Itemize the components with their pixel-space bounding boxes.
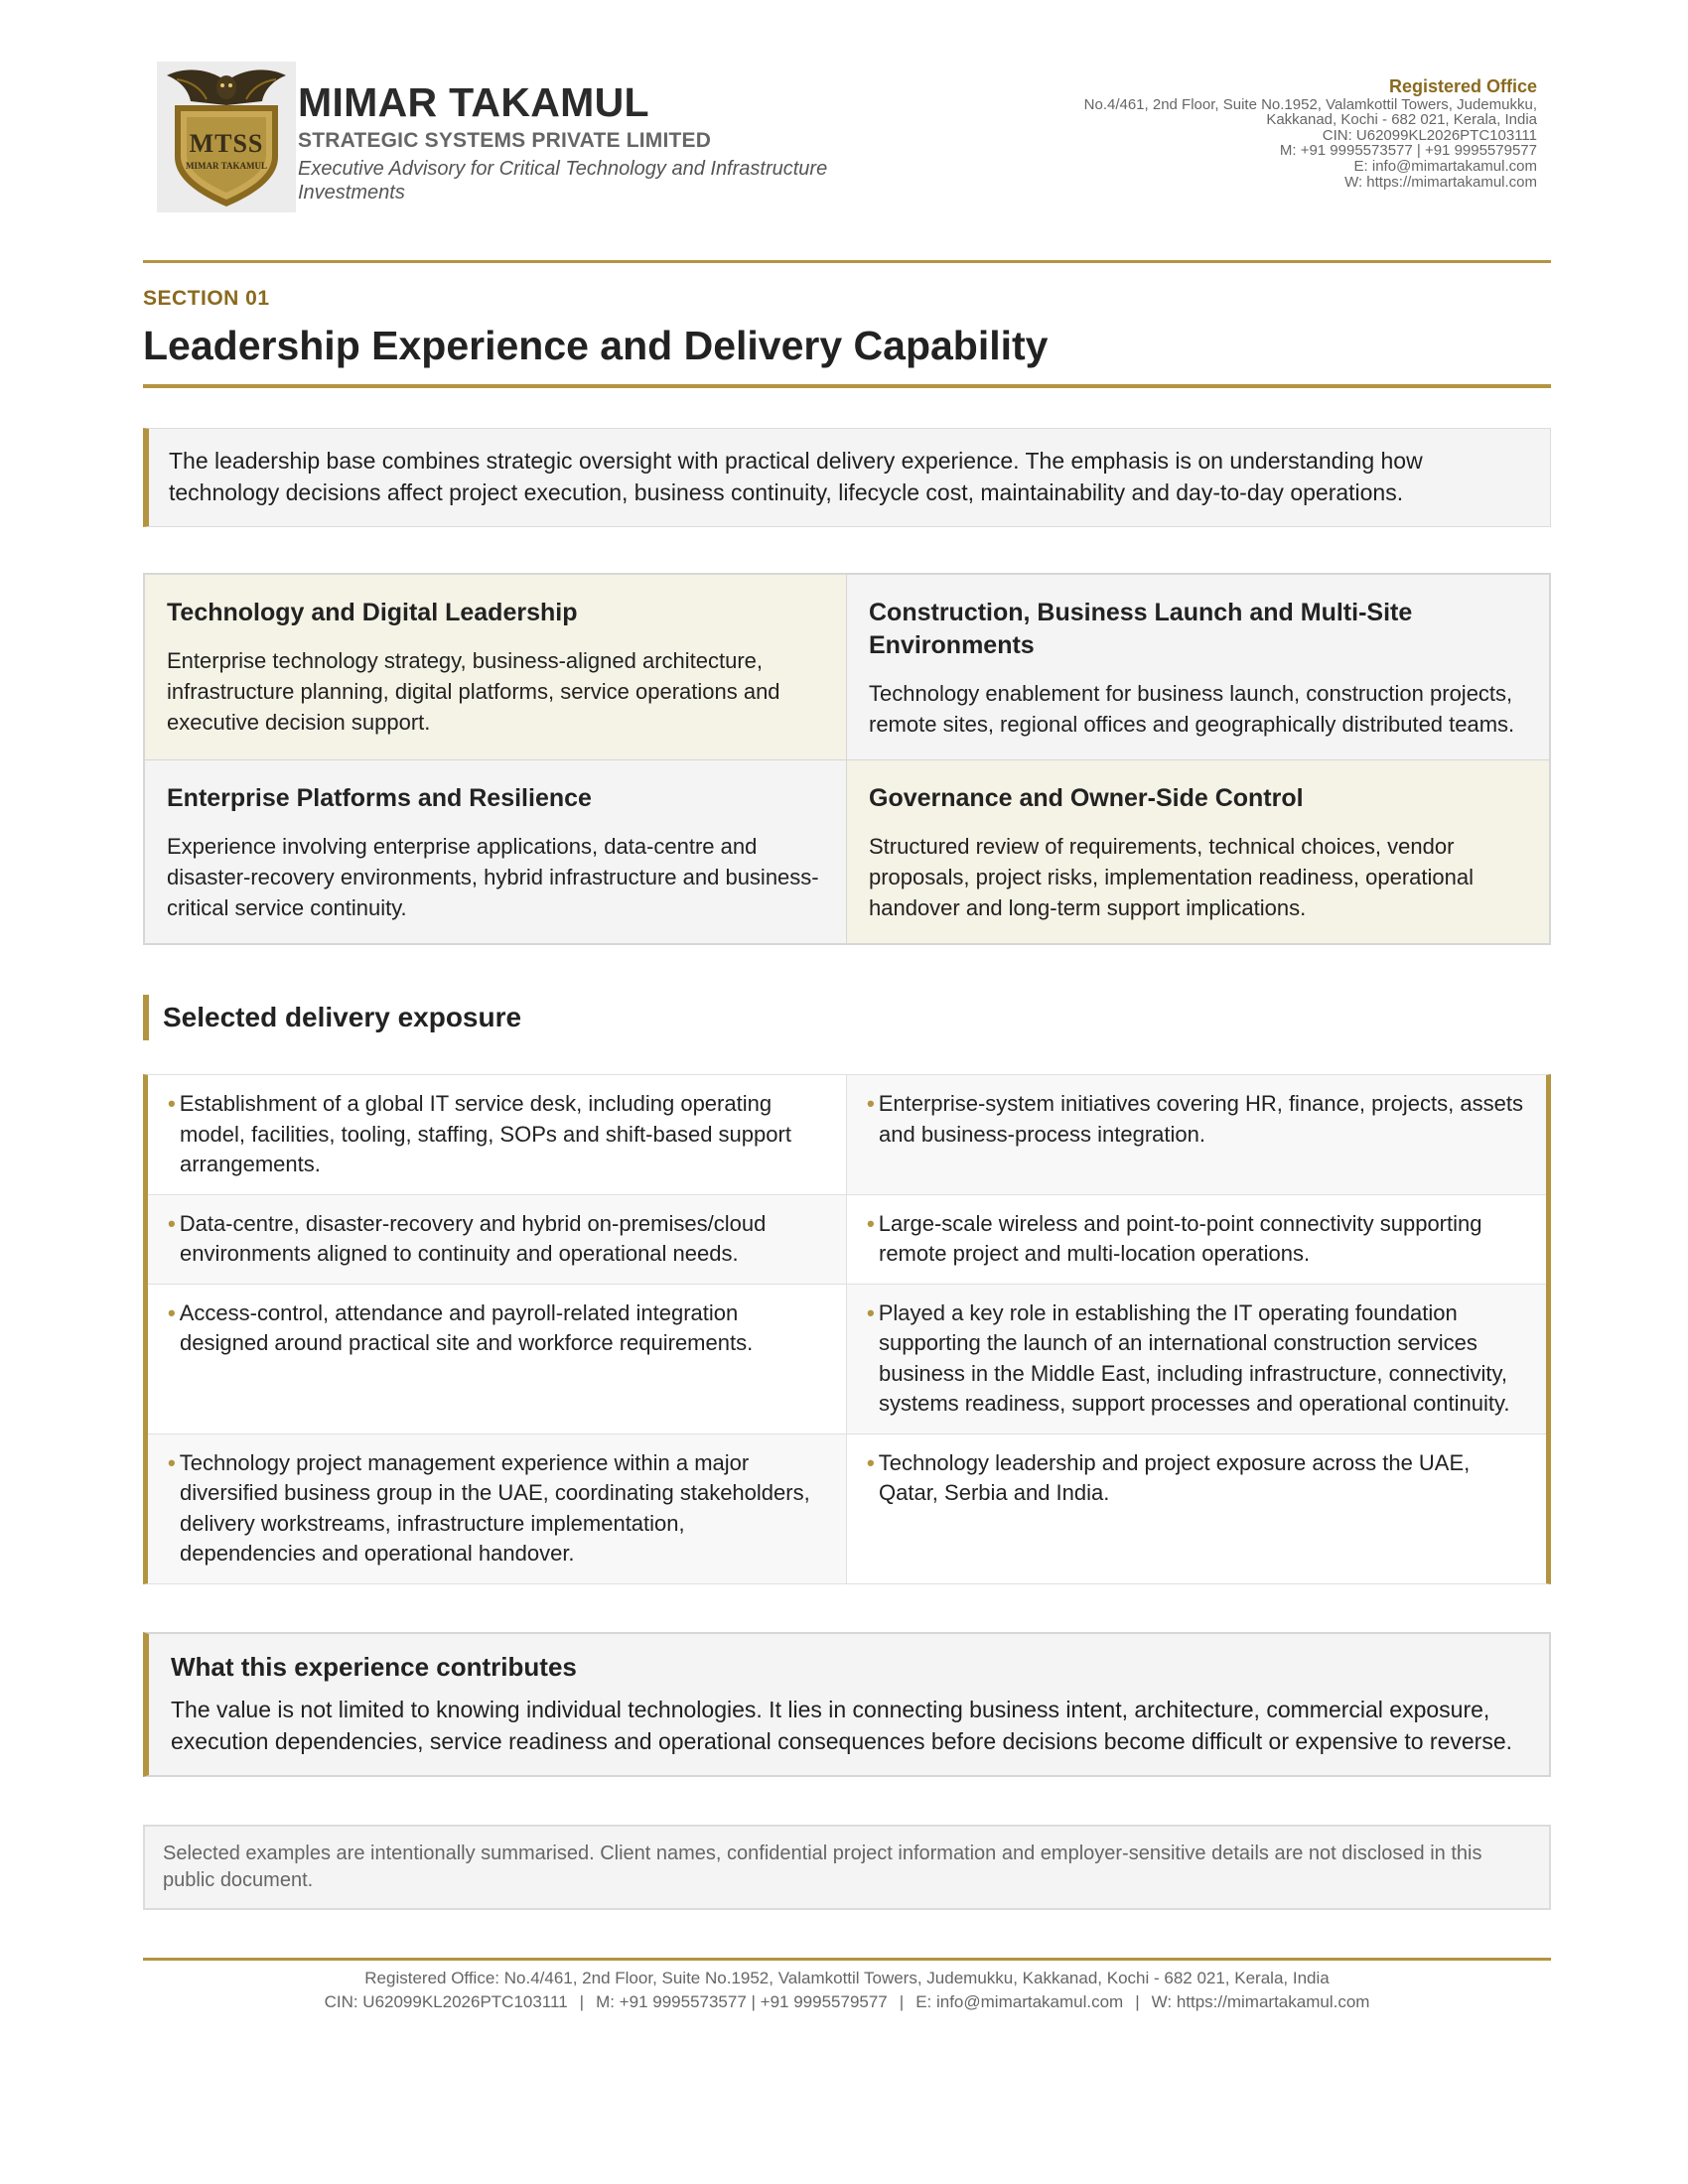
footer-email[interactable]: E: info@mimartakamul.com bbox=[915, 1991, 1124, 2011]
capability-card bbox=[847, 575, 1549, 760]
capability-grid bbox=[143, 573, 1551, 945]
office-address-line2: Kakkanad, Kochi - 682 021, Kerala, India bbox=[1266, 111, 1537, 129]
section-title: Leadership Experience and Delivery Capability bbox=[143, 323, 1049, 368]
bullet-icon: • bbox=[867, 1210, 875, 1236]
bullet-icon: • bbox=[168, 1091, 176, 1116]
list-item-text: Enterprise-system initiatives covering HR, finance, projects, assets and business-process integration. bbox=[878, 1091, 1523, 1147]
capability-card bbox=[145, 760, 847, 943]
intro-callout: The leadership base combines strategic oversight with practical delivery experience. The emphasis is on understanding how technology decisions affect project execution, business continuity, lifecycle cost, maintainability and day-to-day operations. bbox=[143, 428, 1551, 527]
list-item bbox=[847, 1285, 1546, 1434]
registered-office-title: Registered Office bbox=[1388, 76, 1537, 96]
capability-description: Experience involving enterprise applications, data-centre and disaster-recovery environments, hybrid infrastructure and business-critical service continuity. bbox=[167, 834, 819, 920]
bullet-icon: • bbox=[168, 1299, 176, 1325]
footer-separator: | bbox=[579, 1991, 585, 2011]
list-item bbox=[148, 1434, 847, 1583]
section-heading bbox=[143, 263, 1551, 388]
letterhead bbox=[143, 0, 1551, 210]
list-item bbox=[847, 1075, 1546, 1195]
office-website[interactable]: W: https://mimartakamul.com bbox=[1344, 173, 1537, 191]
list-item-text: Played a key role in establishing the IT operating foundation supporting the launch of an international construction services business in the Middle East, including infrastructure, connectivity, systems readiness, support processes and operational continuity. bbox=[878, 1299, 1510, 1416]
logo-subtext: MIMAR TAKAMUL bbox=[186, 161, 267, 171]
contribution-callout bbox=[143, 1632, 1551, 1777]
capability-title: Construction, Business Launch and Multi-Site Environments bbox=[869, 599, 1413, 659]
disclaimer-note: Selected examples are intentionally summarised. Client names, confidential project information and employer-sensitive details are not disclosed in this public document. bbox=[143, 1825, 1551, 1910]
capability-title: Technology and Digital Leadership bbox=[167, 599, 578, 626]
footer-address: Registered Office: No.4/461, 2nd Floor, Suite No.1952, Valamkottil Towers, Judemukku, Kakkanad, Kochi - 682 021, Kerala, India bbox=[364, 1968, 1330, 1987]
brand-block bbox=[298, 79, 914, 205]
footer-contacts bbox=[143, 1990, 1551, 2014]
capability-title: Governance and Owner-Side Control bbox=[869, 784, 1304, 812]
contribution-title: What this experience contributes bbox=[171, 1651, 577, 1682]
footer-separator: | bbox=[1135, 1991, 1140, 2011]
list-item-text: Access-control, attendance and payroll-related integration designed around practical site and workforce requirements. bbox=[179, 1299, 754, 1355]
footer-separator: | bbox=[899, 1991, 905, 2011]
office-email[interactable]: E: info@mimartakamul.com bbox=[1353, 157, 1537, 175]
footer-divider bbox=[143, 1958, 1551, 1961]
office-address-line1: No.4/461, 2nd Floor, Suite No.1952, Valamkottil Towers, Judemukku, bbox=[1083, 95, 1537, 113]
capability-description: Structured review of requirements, technical choices, vendor proposals, project risks, implementation readiness, operational handover and long-term support implications. bbox=[869, 834, 1474, 920]
brand-name: MIMAR TAKAMUL bbox=[298, 79, 649, 125]
footer-cin: CIN: U62099KL2026PTC103111 bbox=[324, 1991, 568, 2011]
list-item-text: Data-centre, disaster-recovery and hybrid on-premises/cloud environments aligned to continuity and operational needs. bbox=[179, 1210, 767, 1266]
bullet-icon: • bbox=[168, 1210, 176, 1236]
list-item-text: Technology project management experience within a major diversified business group in the UAE, coordinating stakeholders, delivery workstreams, infrastructure implementation, dependencies and operational handover. bbox=[179, 1449, 810, 1566]
delivery-exposure-heading: Selected delivery exposure bbox=[143, 995, 1551, 1040]
list-item bbox=[148, 1195, 847, 1285]
delivery-exposure-list bbox=[143, 1074, 1551, 1584]
list-item-text: Large-scale wireless and point-to-point connectivity supporting remote project and multi-location operations. bbox=[878, 1210, 1482, 1266]
capability-description: Technology enablement for business launch, construction projects, remote sites, regional offices and geographically distributed teams. bbox=[869, 681, 1515, 737]
document-page bbox=[143, 0, 1551, 2014]
list-item bbox=[148, 1285, 847, 1434]
list-item bbox=[847, 1434, 1546, 1583]
office-mobile: M: +91 9995573577 | +91 9995579577 bbox=[1279, 142, 1537, 160]
list-item bbox=[847, 1195, 1546, 1285]
capability-title: Enterprise Platforms and Resilience bbox=[167, 784, 592, 812]
office-cin: CIN: U62099KL2026PTC103111 bbox=[1322, 126, 1537, 144]
capability-card bbox=[145, 575, 847, 760]
bullet-icon: • bbox=[867, 1091, 875, 1116]
contribution-body: The value is not limited to knowing individual technologies. It lies in connecting business intent, architecture, commercial exposure, execution dependencies, service readiness and operational consequences before decisions become difficult or expensive to reverse. bbox=[171, 1696, 1513, 1754]
section-title-underline bbox=[143, 384, 1551, 388]
bullet-icon: • bbox=[867, 1449, 875, 1475]
list-item-text: Establishment of a global IT service desk, including operating model, facilities, tooling, staffing, SOPs and shift-based support arrangements. bbox=[179, 1091, 791, 1176]
company-logo bbox=[157, 62, 296, 212]
footer-website[interactable]: W: https://mimartakamul.com bbox=[1151, 1991, 1370, 2011]
footer-mobile: M: +91 9995573577 | +91 9995579577 bbox=[596, 1991, 888, 2011]
brand-subtitle: STRATEGIC SYSTEMS PRIVATE LIMITED bbox=[298, 129, 712, 152]
registered-office-block bbox=[981, 76, 1537, 191]
section-label: SECTION 01 bbox=[143, 287, 270, 310]
list-item bbox=[148, 1075, 847, 1195]
page-footer bbox=[143, 1967, 1551, 2014]
list-item-text: Technology leadership and project exposure across the UAE, Qatar, Serbia and India. bbox=[878, 1449, 1471, 1505]
logo-text: MTSS bbox=[189, 129, 264, 158]
bullet-icon: • bbox=[867, 1299, 875, 1325]
capability-card bbox=[847, 760, 1549, 943]
capability-description: Enterprise technology strategy, business-aligned architecture, infrastructure planning, digital platforms, service operations and executive decision support. bbox=[167, 648, 780, 735]
bullet-icon: • bbox=[168, 1449, 176, 1475]
brand-tagline: Executive Advisory for Critical Technology and Infrastructure Investments bbox=[298, 158, 828, 204]
